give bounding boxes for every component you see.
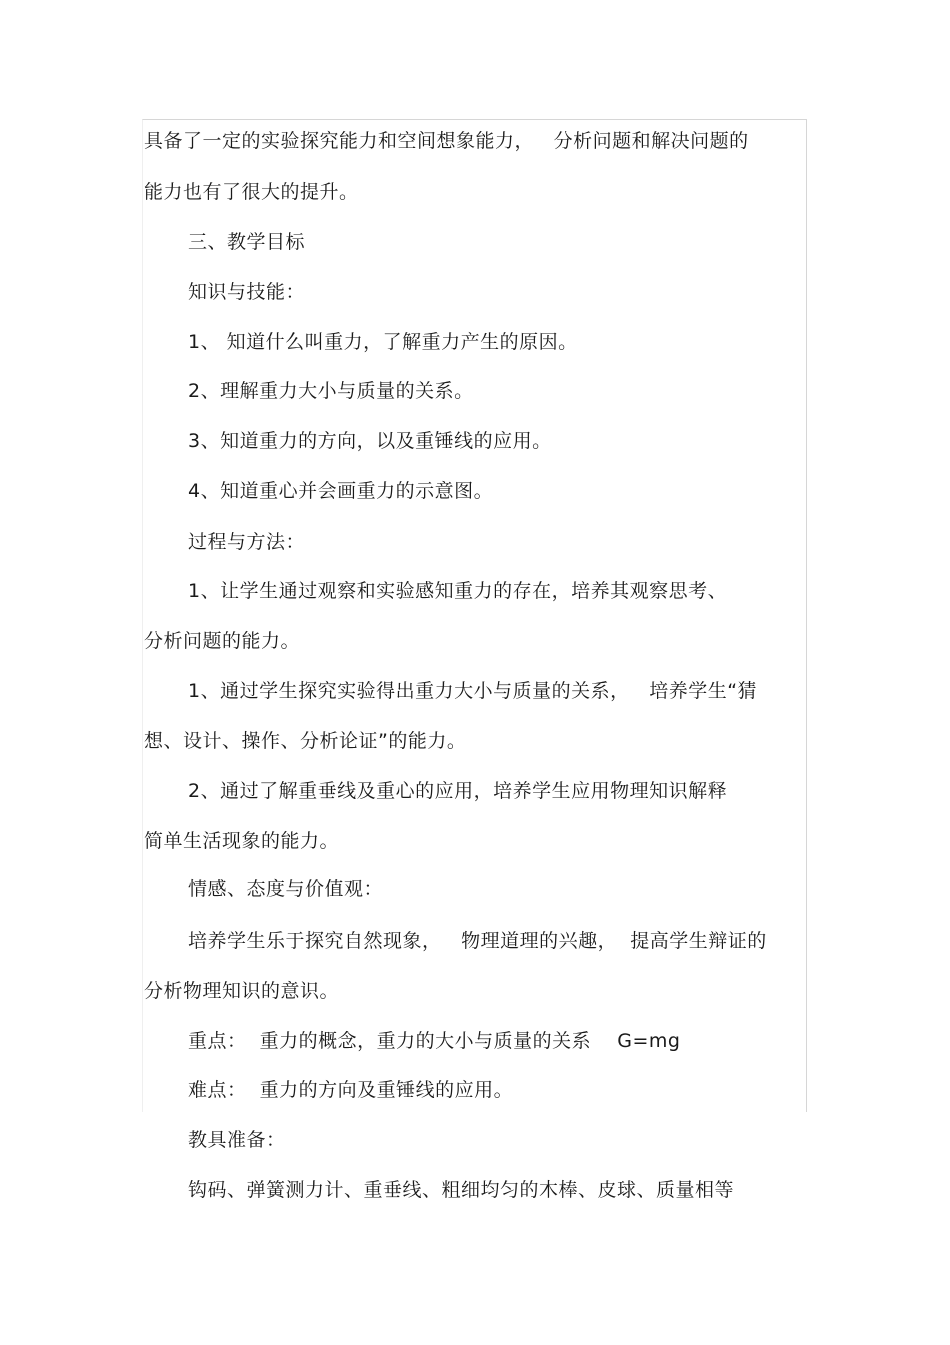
paragraph-line: 简单生活现象的能力。 xyxy=(144,830,340,852)
subheading: 教具准备： xyxy=(188,1129,286,1151)
paragraph-line: 培养学生乐于探究自然现象， 物理道理的兴趣， 提高学生辩证的 xyxy=(188,930,767,952)
list-item: 2、通过了解重垂线及重心的应用，培养学生应用物理知识解释 xyxy=(188,780,728,802)
paragraph-line: 分析物理知识的意识。 xyxy=(144,980,340,1002)
paragraph-line: 具备了一定的实验探究能力和空间想象能力， 分析问题和解决问题的 xyxy=(144,130,749,152)
paragraph-line: 分析问题的能力。 xyxy=(144,630,301,652)
page-border xyxy=(142,119,807,1112)
subheading: 情感、态度与价值观： xyxy=(188,878,384,900)
list-item: 1、 知道什么叫重力，了解重力产生的原因。 xyxy=(188,331,578,353)
list-item: 2、理解重力大小与质量的关系。 xyxy=(188,380,474,402)
key-point-line: 重点： 重力的概念，重力的大小与质量的关系 G=mg xyxy=(188,1030,681,1052)
difficulty-line: 难点： 重力的方向及重锤线的应用。 xyxy=(188,1079,514,1101)
section-heading: 三、教学目标 xyxy=(188,231,306,253)
list-item: 4、知道重心并会画重力的示意图。 xyxy=(188,480,494,502)
paragraph-line: 想、设计、操作、分析论证”的能力。 xyxy=(144,730,467,752)
list-item: 3、知道重力的方向，以及重锤线的应用。 xyxy=(188,430,552,452)
list-item: 1、让学生通过观察和实验感知重力的存在，培养其观察思考、 xyxy=(188,580,728,602)
subheading: 知识与技能： xyxy=(188,281,306,303)
paragraph-line: 能力也有了很大的提升。 xyxy=(144,181,359,203)
list-item: 1、通过学生探究实验得出重力大小与质量的关系， 培养学生“猜 xyxy=(188,680,758,702)
paragraph-line: 钩码、弹簧测力计、重垂线、粗细均匀的木棒、皮球、质量相等 xyxy=(188,1179,735,1201)
subheading: 过程与方法： xyxy=(188,531,306,553)
